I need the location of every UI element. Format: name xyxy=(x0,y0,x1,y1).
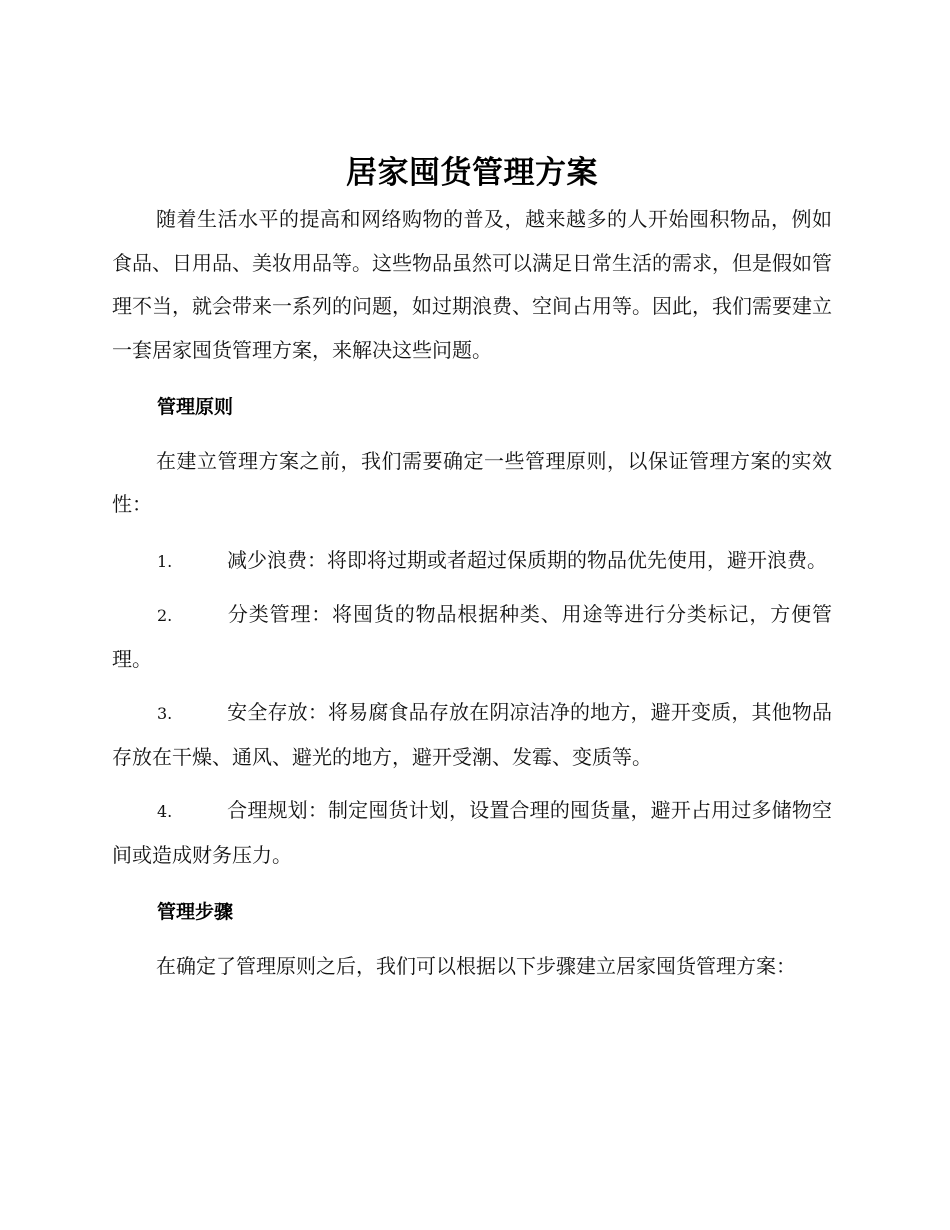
principles-list xyxy=(112,539,832,878)
list-item-number: 2. xyxy=(157,606,173,625)
intro-paragraph: 随着生活水平的提高和网络购物的普及，越来越多的人开始囤积物品，例如食品、日用品、美妆用品等。这些物品虽然可以满足日常生活的需求，但是假如管理不当，就会带来一系列的问题，如过期浪费、空间占用等。因此，我们需要建立一套居家囤货管理方案，来解决这些问题。 xyxy=(112,207,832,362)
list-item-number: 1. xyxy=(157,551,173,571)
document-page xyxy=(112,148,832,988)
section-heading-steps: 管理步骤 xyxy=(157,901,234,923)
steps-lead-paragraph: 在确定了管理原则之后，我们可以根据以下步骤建立居家囤货管理方案： xyxy=(156,953,796,978)
list-item xyxy=(112,691,832,779)
list-item xyxy=(112,789,832,877)
section-heading-principles: 管理原则 xyxy=(157,396,234,418)
list-item-text: 合理规划：制定囤货计划，设置合理的囤货量，避开占用过多储物空间或造成财务压力。 xyxy=(112,798,832,867)
document-title: 居家囤货管理方案 xyxy=(346,155,598,191)
list-item-text: 分类管理：将囤货的物品根据种类、用途等进行分类标记，方便管理。 xyxy=(112,602,832,671)
list-item xyxy=(112,593,832,681)
principles-lead-paragraph: 在建立管理方案之前，我们需要确定一些管理原则，以保证管理方案的实效性： xyxy=(112,448,832,516)
list-item-number: 4. xyxy=(157,802,173,821)
list-item xyxy=(112,539,832,584)
list-item-text: 减少浪费：将即将过期或者超过保质期的物品优先使用，避开浪费。 xyxy=(227,547,827,572)
list-item-text: 安全存放：将易腐食品存放在阴凉洁净的地方，避开变质，其他物品存放在干燥、通风、避光的地方，避开受潮、发霉、变质等。 xyxy=(112,700,832,769)
list-item-number: 3. xyxy=(157,704,173,723)
